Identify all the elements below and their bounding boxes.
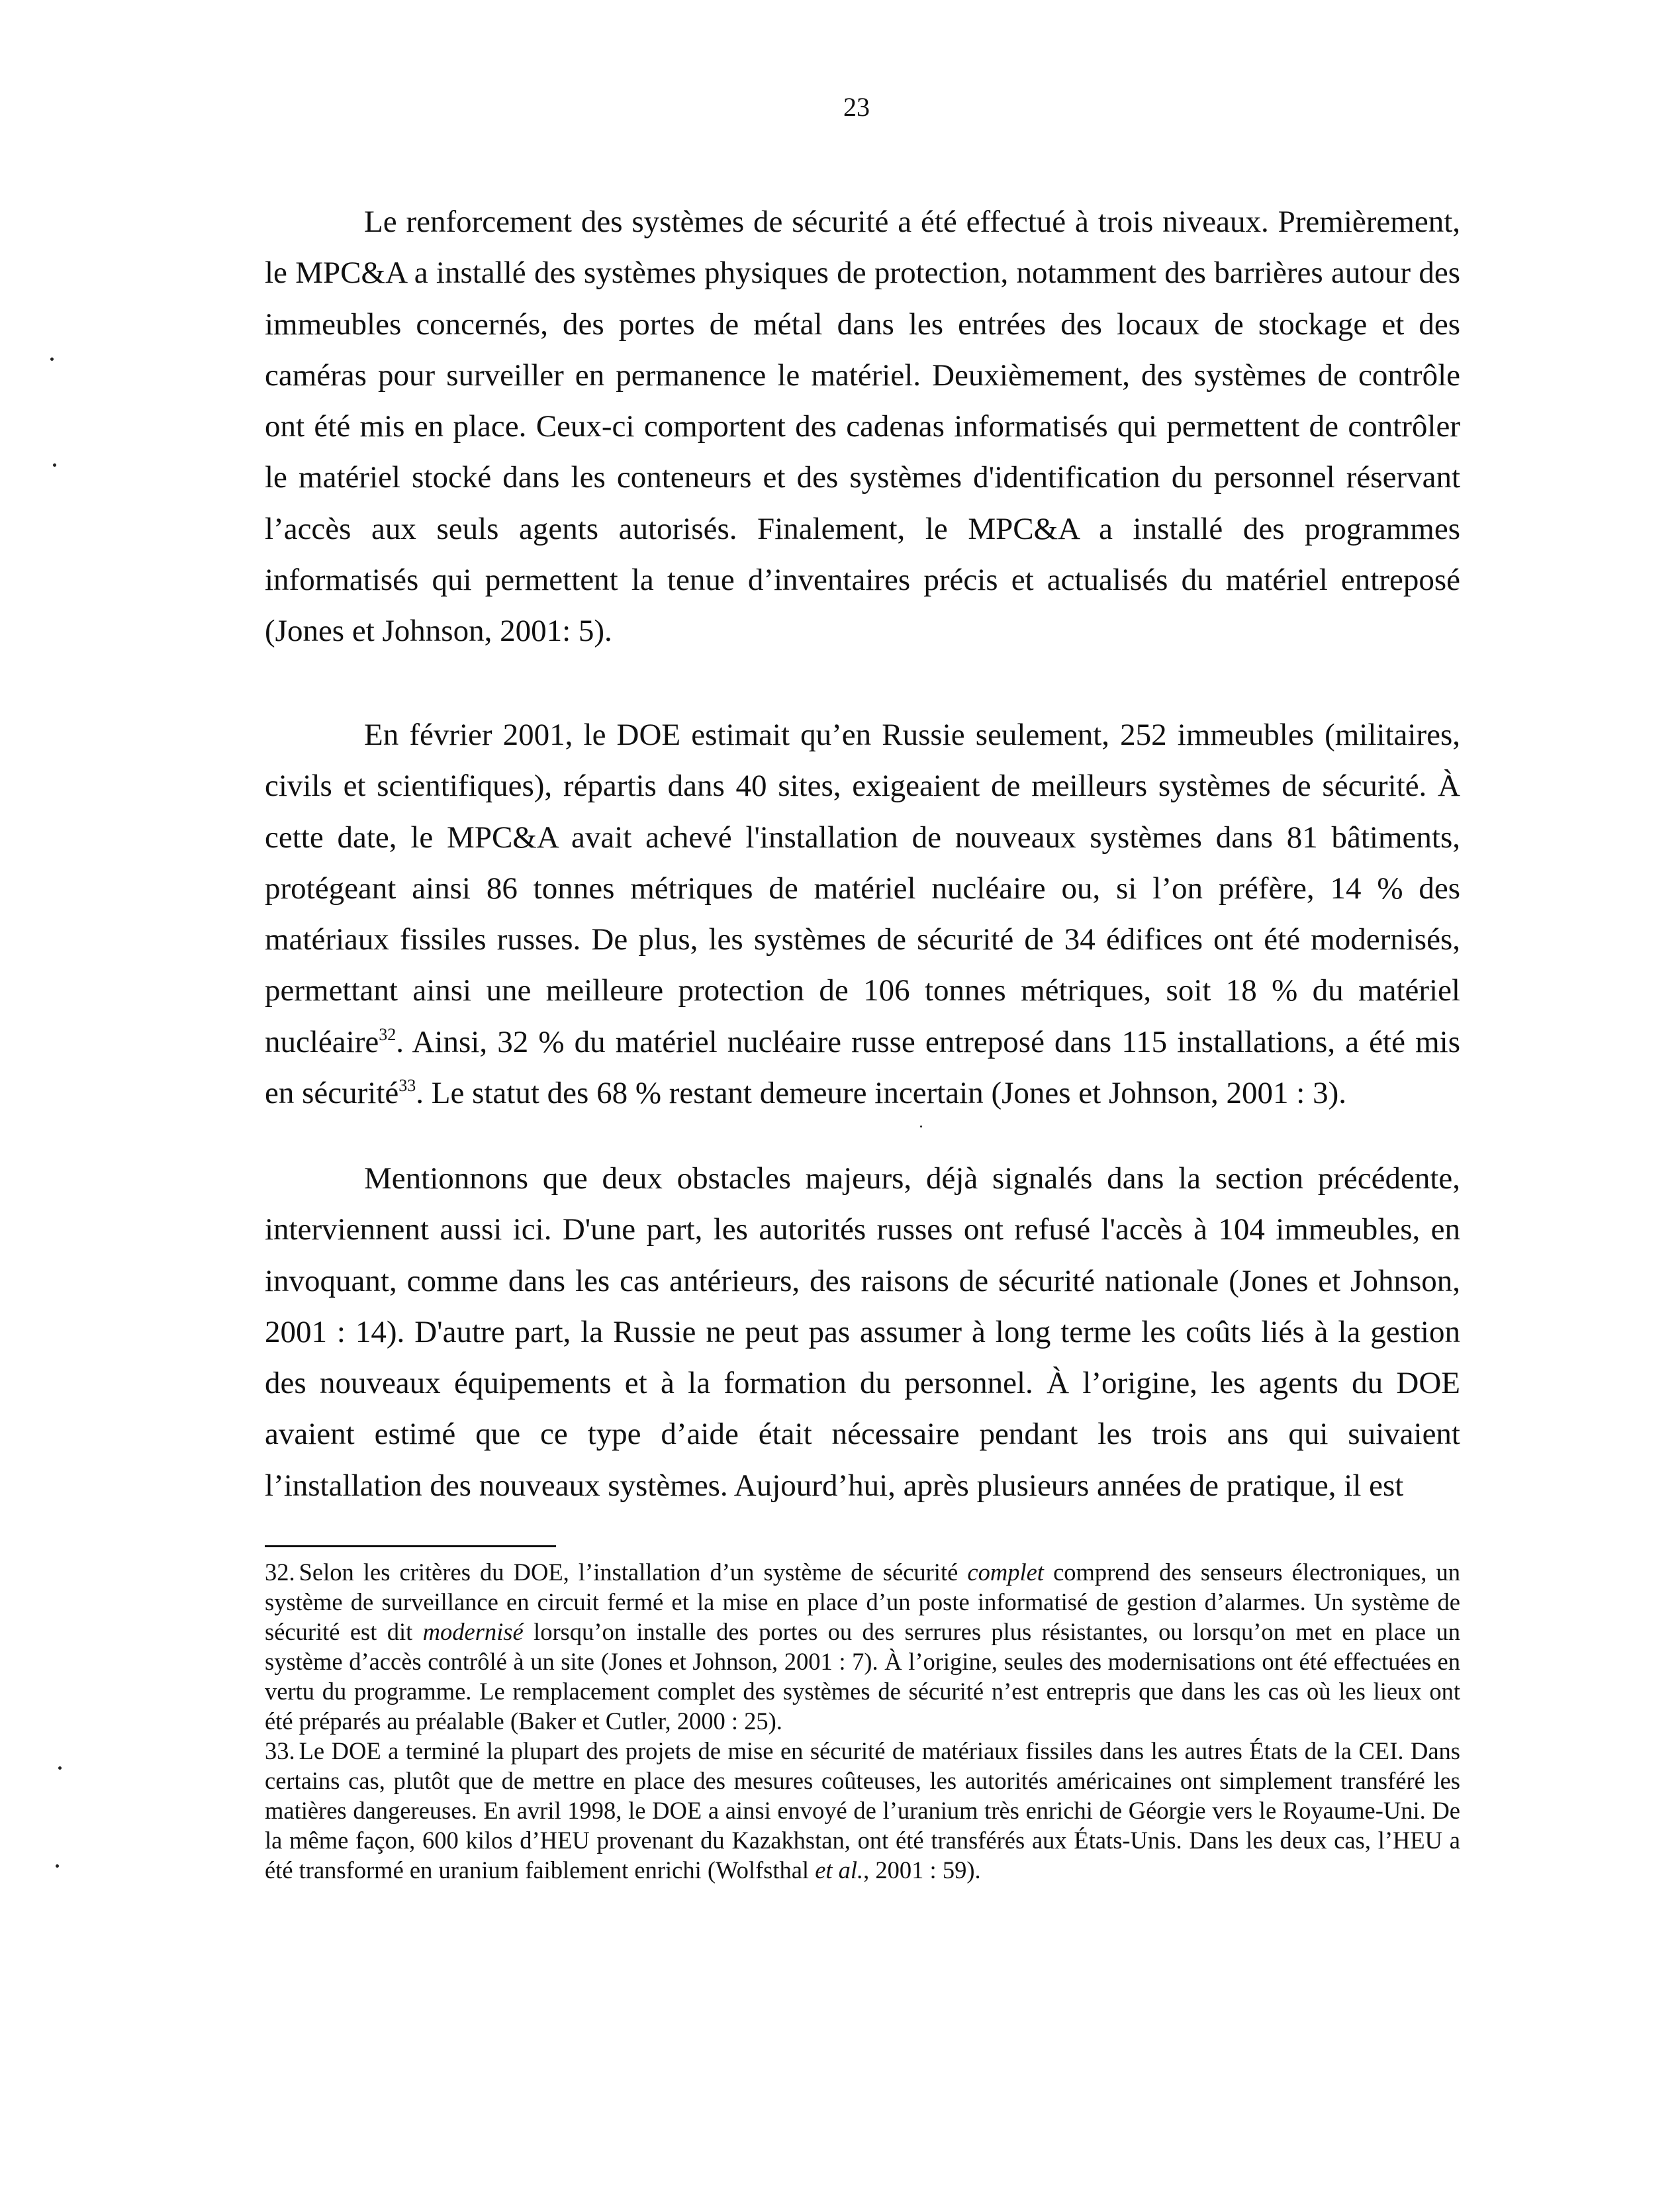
footnote-number: 33. [265,1737,295,1764]
text-segment: Le renforcement des systèmes de sécurité a été effectué à trois niveaux. Premièrement, le MPC&A a installé des systèmes physiques de protection, notamment des barrières autour des immeubles concernés, des portes de métal dans les entrées des locaux de stockage et des caméras pour surveiller en permanence le matériel. Deuxièmement, des systèmes de contrôle ont été mis en place. Ceux-ci comportent des cadenas informatisés qui permettent de contrôler le matériel stocké dans les conteneurs et des systèmes d'identification du personnel réservant l’accès aux seuls agents autorisés. Finalement, le MPC&A a installé des programmes informatisés qui permettent la tenue d’inventaires précis et actualisés du matériel entreposé (Jones et Johnson, 2001: 5). [265,205,1460,649]
footnote-separator [265,1545,556,1547]
scan-speck [50,358,54,361]
emphasis-text: modernisé [422,1618,524,1645]
text-segment: Mentionnons que deux obstacles majeurs, déjà signalés dans la section précédente, interviennent aussi ici. D'une part, les autorités russes ont refusé l'accès à 104 immeubles, en invoquant, comme dans les cas antérieurs, des raisons de sécurité nationale (Jones et Johnson, 2001 : 14). D'autre part, la Russie ne peut pas assumer à long terme les coûts liés à la gestion des nouveaux équipements et à la formation du personnel. À l’origine, les agents du DOE avaient estimé que ce type d’aide était nécessaire pendant les trois ans qui suivaient l’installation des nouveaux systèmes. Aujourd’hui, après plusieurs années de pratique, il est [265,1161,1460,1503]
footnote-reference: 32 [379,1024,397,1044]
text-segment: , 2001 : 59). [863,1856,981,1884]
text-segment: . Le statut des 68 % restant demeure incertain (Jones et Johnson, 2001 : 3). [416,1076,1346,1111]
text-segment: Le DOE a terminé la plupart des projets de mise en sécurité de matériaux fissiles dans les autres États de la CEI. Dans certains cas, plutôt que de mettre en place des mesures coûteuses, les autorités américaines ont simplement transféré les matières dangereuses. En avril 1998, le DOE a ainsi envoyé de l’uranium très enrichi de Géorgie vers le Royaume-Uni. De la même façon, 600 kilos d’HEU provenant du Kazakhstan, ont été transférés aux États-Unis. Dans les deux cas, l’HEU a été transformé en uranium faiblement enrichi (Wolfsthal [265,1737,1460,1884]
text-segment: comprend des senseurs électroniques, un système de surveillance en circuit fermé et la mise en place d’un poste informatisé de gestion d’alarmes. Un système de sécurité est dit [265,1558,1460,1645]
footnote-33 [265,1736,1460,1885]
emphasis-text: complet [967,1558,1044,1586]
footnote-number: 32. [265,1558,295,1586]
scan-speck [53,463,56,467]
page-number: 23 [843,92,870,122]
paragraph-1 [265,197,1460,657]
text-segment: . Ainsi, 32 % du matériel nucléaire russe entreposé dans 115 installations, a été mis en sécurité [265,1024,1460,1111]
text-segment: lorsqu’on installe des portes ou des serrures plus résistantes, ou lorsqu’on met en place un système d’accès contrôlé à un site (Jones et Johnson, 2001 : 7). À l’origine, seules des modernisations ont été effectuées en vertu du programme. Le remplacement complet des systèmes de sécurité n’est entrepris que dans les cas où les lieux ont été préparés au préalable (Baker et Cutler, 2000 : 25). [265,1618,1460,1735]
paragraph-3 [265,1153,1460,1511]
scan-speck [920,1126,922,1127]
scan-speck [56,1864,59,1868]
scan-speck [58,1766,62,1770]
text-segment: Selon les critères du DOE, l’installation d’un système de sécurité [299,1558,968,1586]
emphasis-text: et al. [815,1856,864,1884]
footnotes [265,1557,1460,1885]
paragraph-2 [265,710,1460,1119]
footnote-reference: 33 [398,1076,416,1096]
footnote-32 [265,1557,1460,1736]
text-segment: En février 2001, le DOE estimait qu’en Russie seulement, 252 immeubles (militaires, civils et scientifiques), répartis dans 40 sites, exigeaient de meilleurs systèmes de sécurité. À cette date, le MPC&A avait achevé l'installation de nouveaux systèmes dans 81 bâtiments, protégeant ainsi 86 tonnes métriques de matériel nucléaire ou, si l’on préfère, 14 % des matériaux fissiles russes. De plus, les systèmes de sécurité de 34 édifices ont été modernisés, permettant ainsi une meilleure protection de 106 tonnes métriques, soit 18 % du matériel nucléaire [265,718,1460,1059]
